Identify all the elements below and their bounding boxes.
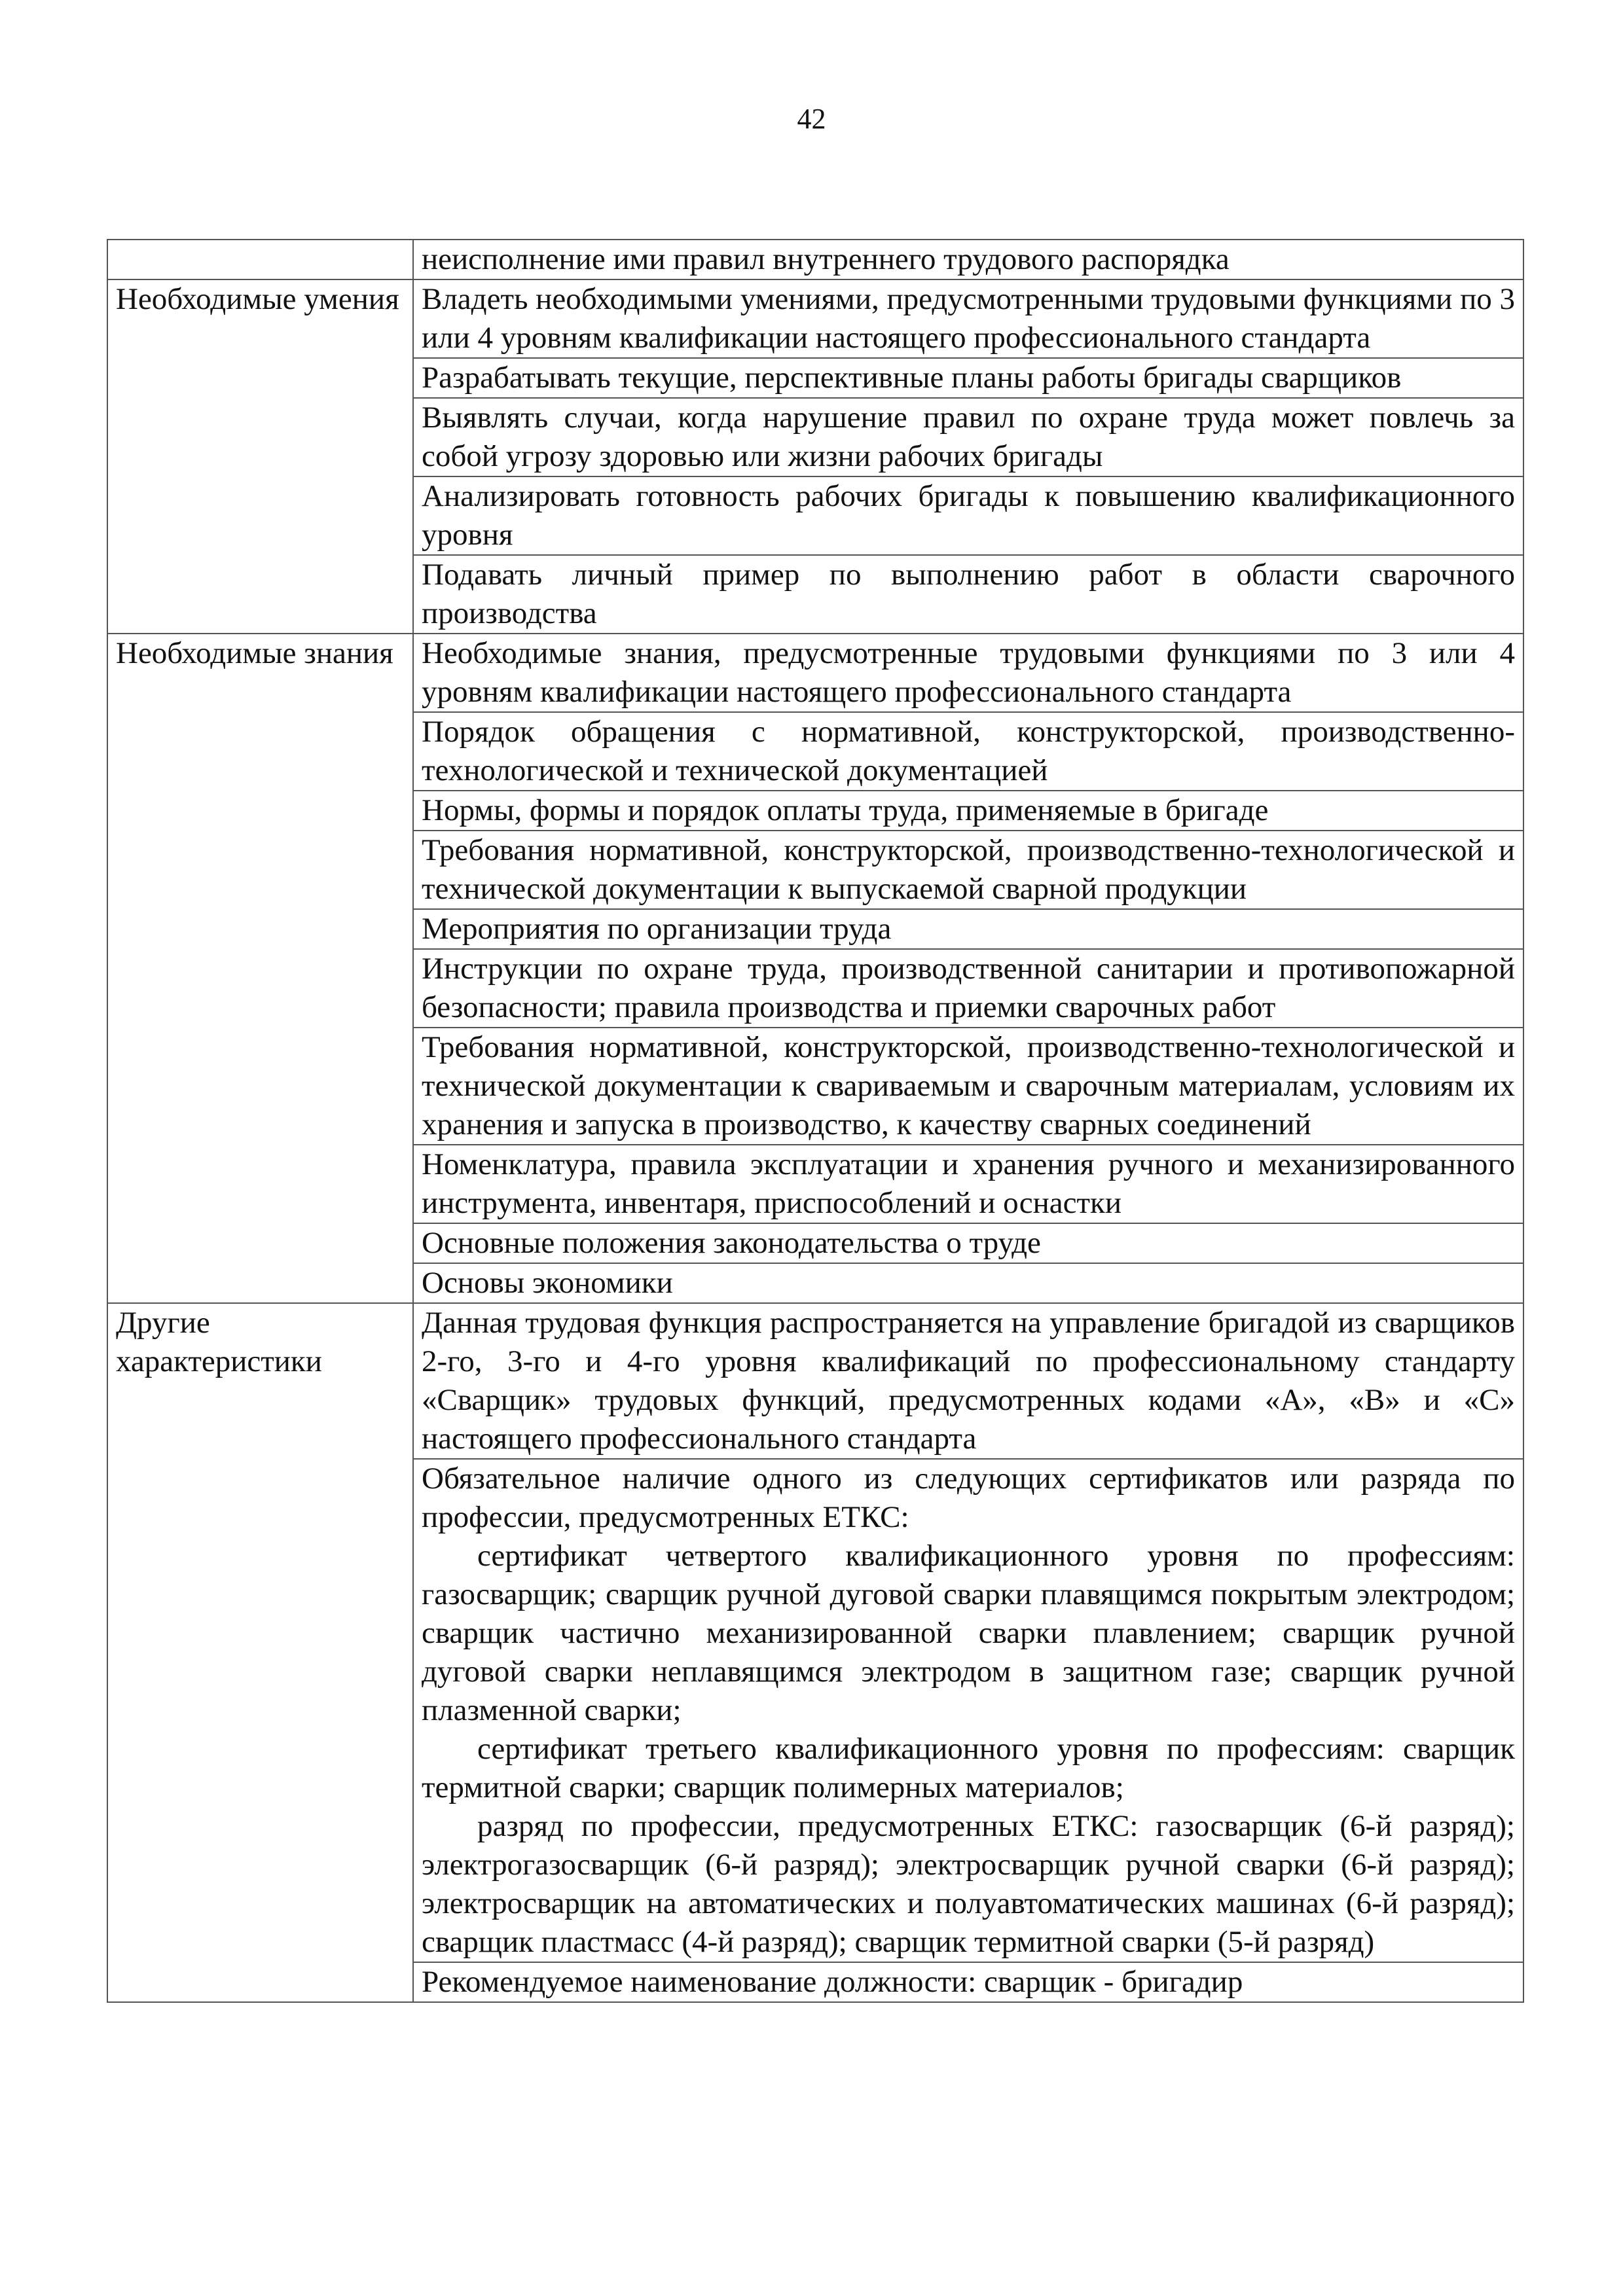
cell-text (413, 1962, 1523, 2002)
characteristics-table (107, 239, 1524, 2003)
knowledge-item: Номенклатура, правила эксплуатации и хранения ручного и механизированного инструмента, инвентаря, приспособлений и оснастки (422, 1147, 1515, 1220)
cell-text (413, 831, 1523, 909)
certificate-level4: сертификат четвертого квалификационного уровня по профессиям: газосварщик; сварщик ручной дуговой сварки плавящимся покрытым электродом; сварщик частично механизированной сварки плавлением; сварщик ручной дуговой сварки неплавящимся электродом в защитном газе; сварщик ручной плазменной сварки; (422, 1539, 1515, 1727)
certificate-intro: Обязательное наличие одного из следующих сертификатов или разряда по профессии, предусмотренных ЕТКС: (422, 1462, 1515, 1534)
knowledge-item: Основные положения законодательства о труде (422, 1226, 1041, 1260)
skill-item: Выявлять случаи, когда нарушение правил по охране труда может повлечь за собой угрозу здоровью или жизни рабочих бригады (422, 401, 1515, 473)
cell-text (413, 949, 1523, 1028)
cell-text (413, 1459, 1523, 1962)
cell-text (413, 279, 1523, 358)
cell-text (413, 791, 1523, 831)
skill-item: Подавать личный пример по выполнению работ в области сварочного производства (422, 558, 1515, 630)
skill-item: Анализировать готовность рабочих бригады к повышению квалификационного уровня (422, 479, 1515, 552)
table-row (107, 240, 1523, 279)
certificate-level3: сертификат третьего квалификационного уровня по профессиям: сварщик термитной сварки; сварщик полимерных материалов; (422, 1732, 1515, 1804)
cell-text (413, 398, 1523, 476)
table-row (107, 279, 1523, 358)
skill-item: Владеть необходимыми умениями, предусмотренными трудовыми функциями по 3 или 4 уровням квалификации настоящего профессионального стандарта (422, 282, 1515, 355)
knowledge-item: Нормы, формы и порядок оплаты труда, применяемые в бригаде (422, 793, 1269, 827)
knowledge-item: Требования нормативной, конструкторской, производственно-технологической и технической документации к выпускаемой сварной продукции (422, 833, 1515, 906)
section-label-knowledge: Необходимые знания (107, 634, 413, 1303)
section-label-skills: Необходимые умения (107, 279, 413, 634)
skill-item: Разрабатывать текущие, перспективные планы работы бригады сварщиков (422, 361, 1402, 395)
cell-text (413, 476, 1523, 555)
cell-text (413, 1028, 1523, 1145)
cell-text (413, 712, 1523, 791)
knowledge-item: Мероприятия по организации труда (422, 912, 892, 946)
cell-text (413, 1145, 1523, 1223)
cell-text (413, 358, 1523, 398)
continuation-text: неисполнение ими правил внутреннего трудового распорядка (422, 242, 1230, 276)
section-label-other: Другие характеристики (107, 1303, 413, 2002)
knowledge-item: Требования нормативной, конструкторской, производственно-технологической и технической документации к свариваемым и сварочным материалам, условиям их хранения и запуска в производство, к качеству сварных соединений (422, 1030, 1515, 1141)
knowledge-item: Необходимые знания, предусмотренные трудовыми функциями по 3 или 4 уровням квалификации настоящего профессионального стандарта (422, 636, 1515, 709)
cell-text (413, 240, 1523, 279)
recommended-title: Рекомендуемое наименование должности: сварщик - бригадир (422, 1965, 1243, 1999)
table-row (107, 1303, 1523, 1459)
cell-text (413, 1303, 1523, 1459)
other-item: Данная трудовая функция распространяется на управление бригадой из сварщиков 2-го, 3-го и 4-го уровня квалификаций по профессиональному стандарту «Сварщик» трудовых функций, предусмотренных кодами «А», «В» и «С» настоящего профессионального стандарта (422, 1306, 1515, 1456)
table-row (107, 634, 1523, 712)
cell-text (413, 634, 1523, 712)
cell-text (413, 1223, 1523, 1263)
cell-text (413, 1263, 1523, 1303)
etks-grade: разряд по профессии, предусмотренных ЕТКС: газосварщик (6-й разряд); электрогазосварщик (6-й разряд); электросварщик ручной сварки (6-й разряд); электросварщик на автоматических и полуавтоматических машинах (6-й разряд); сварщик пластмасс (4-й разряд); сварщик термитной сварки (5-й разряд) (422, 1809, 1515, 1959)
knowledge-item: Инструкции по охране труда, производственной санитарии и противопожарной безопасности; правила производства и приемки сварочных работ (422, 952, 1515, 1024)
row-label-empty (107, 240, 413, 279)
cell-text (413, 555, 1523, 634)
page-number: 42 (797, 103, 826, 135)
knowledge-item: Порядок обращения с нормативной, конструкторской, производственно-технологической и технической документацией (422, 715, 1515, 787)
knowledge-item: Основы экономики (422, 1266, 673, 1300)
cell-text (413, 909, 1523, 949)
